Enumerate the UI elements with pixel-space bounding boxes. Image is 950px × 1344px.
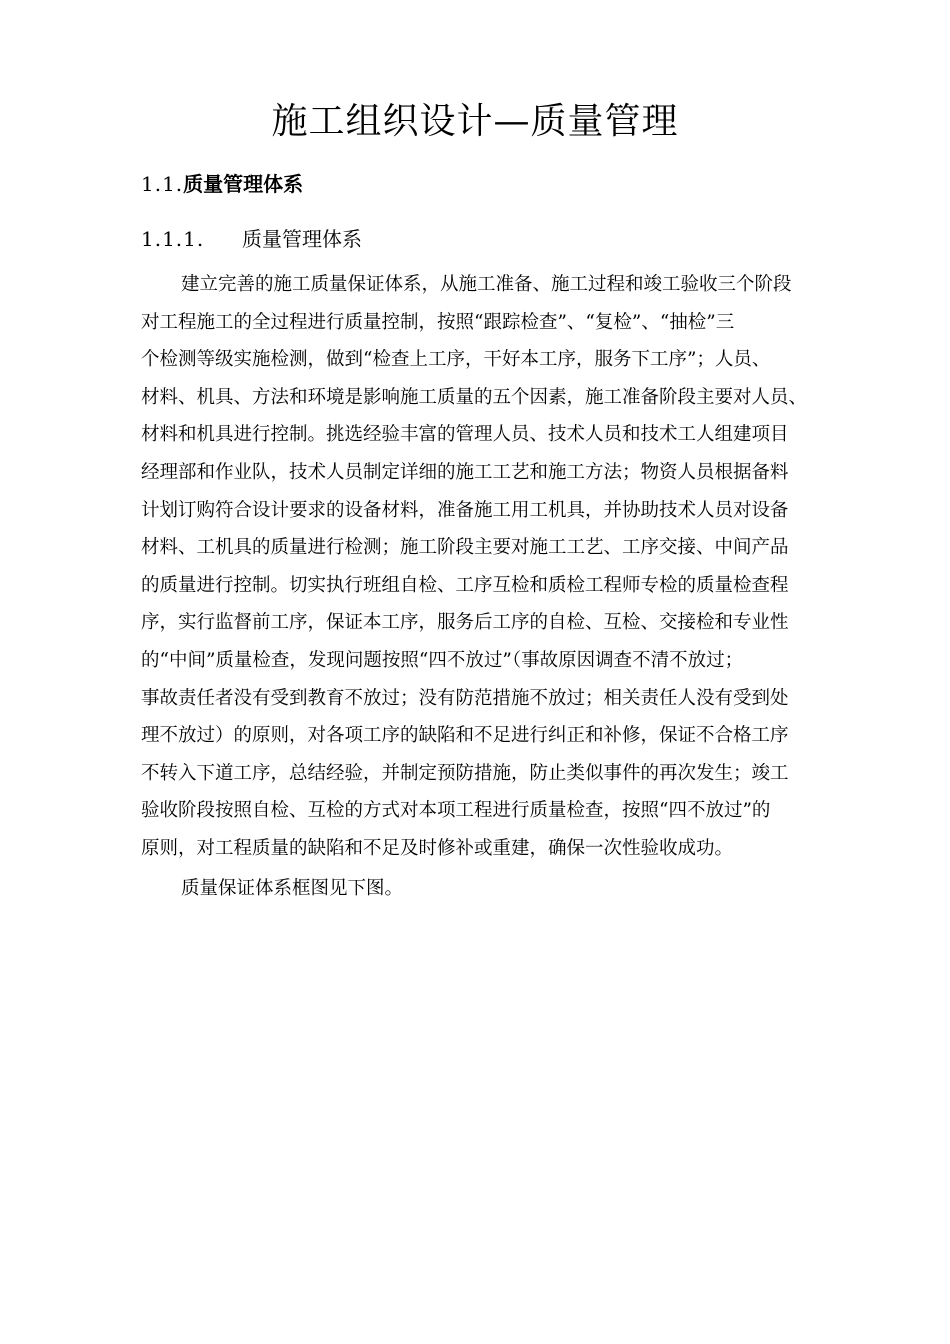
subsection-title: 质量管理体系 [242,227,362,251]
paragraph-line: 验收阶段按照自检、互检的方式对本项工程进行质量检查，按照“四不放过”的 [141,800,771,822]
paragraph-line: 计划订购符合设计要求的设备材料，准备施工用工机具，并协助技术人员对设备 [141,499,789,521]
paragraph-line: 的“中间”质量检查，发现问题按照“四不放过”（事故原因调查不清不放过； [141,649,744,671]
subsection-heading [141,223,362,255]
paragraph-line: 材料、工机具的质量进行检测；施工阶段主要对施工工艺、工序交接、中间产品 [141,537,789,559]
paragraph-line: 事故责任者没有受到教育不放过；没有防范措施不放过；相关责任人没有受到处 [141,687,789,709]
paragraph-line: 理不放过）的原则，对各项工序的缺陷和不足进行纠正和补修，保证不合格工序 [141,725,789,747]
paragraph-line: 序，实行监督前工序，保证本工序，服务后工序的自检、互检、交接检和专业性 [141,612,789,634]
section-heading [141,168,303,200]
paragraph-line: 的质量进行控制。切实执行班组自检、工序互检和质检工程师专检的质量检查程 [141,574,789,596]
paragraph-line: 个检测等级实施检测，做到“检查上工序，干好本工序，服务下工序”；人员、 [141,349,771,371]
paragraph-line: 建立完善的施工质量保证体系，从施工准备、施工过程和竣工验收三个阶段 [181,274,792,295]
paragraph-line: 对工程施工的全过程进行质量控制，按照“跟踪检查”、“复检”、“抽检”三 [141,311,735,333]
paragraph-line: 材料和机具进行控制。挑选经验丰富的管理人员、技术人员和技术工人组建项目 [141,424,789,446]
paragraph-line: 不转入下道工序，总结经验，并制定预防措施，防止类似事件的再次发生；竣工 [141,762,789,784]
figure-reference-note: 质量保证体系框图见下图。 [181,878,404,899]
paragraph-line: 原则，对工程质量的缺陷和不足及时修补或重建，确保一次性验收成功。 [141,837,734,859]
section-title: 质量管理体系 [183,172,304,196]
section-number: 1.1. [141,172,184,196]
body-paragraph [141,266,824,868]
subsection-number: 1.1.1. [141,227,205,251]
paragraph-line: 材料、机具、方法和环境是影响施工质量的五个因素，施工准备阶段主要对人员、 [141,386,808,408]
paragraph-line: 经理部和作业队，技术人员制定详细的施工工艺和施工方法；物资人员根据备料 [141,461,789,483]
document-title: 施工组织设计—质量管理 [271,101,679,142]
